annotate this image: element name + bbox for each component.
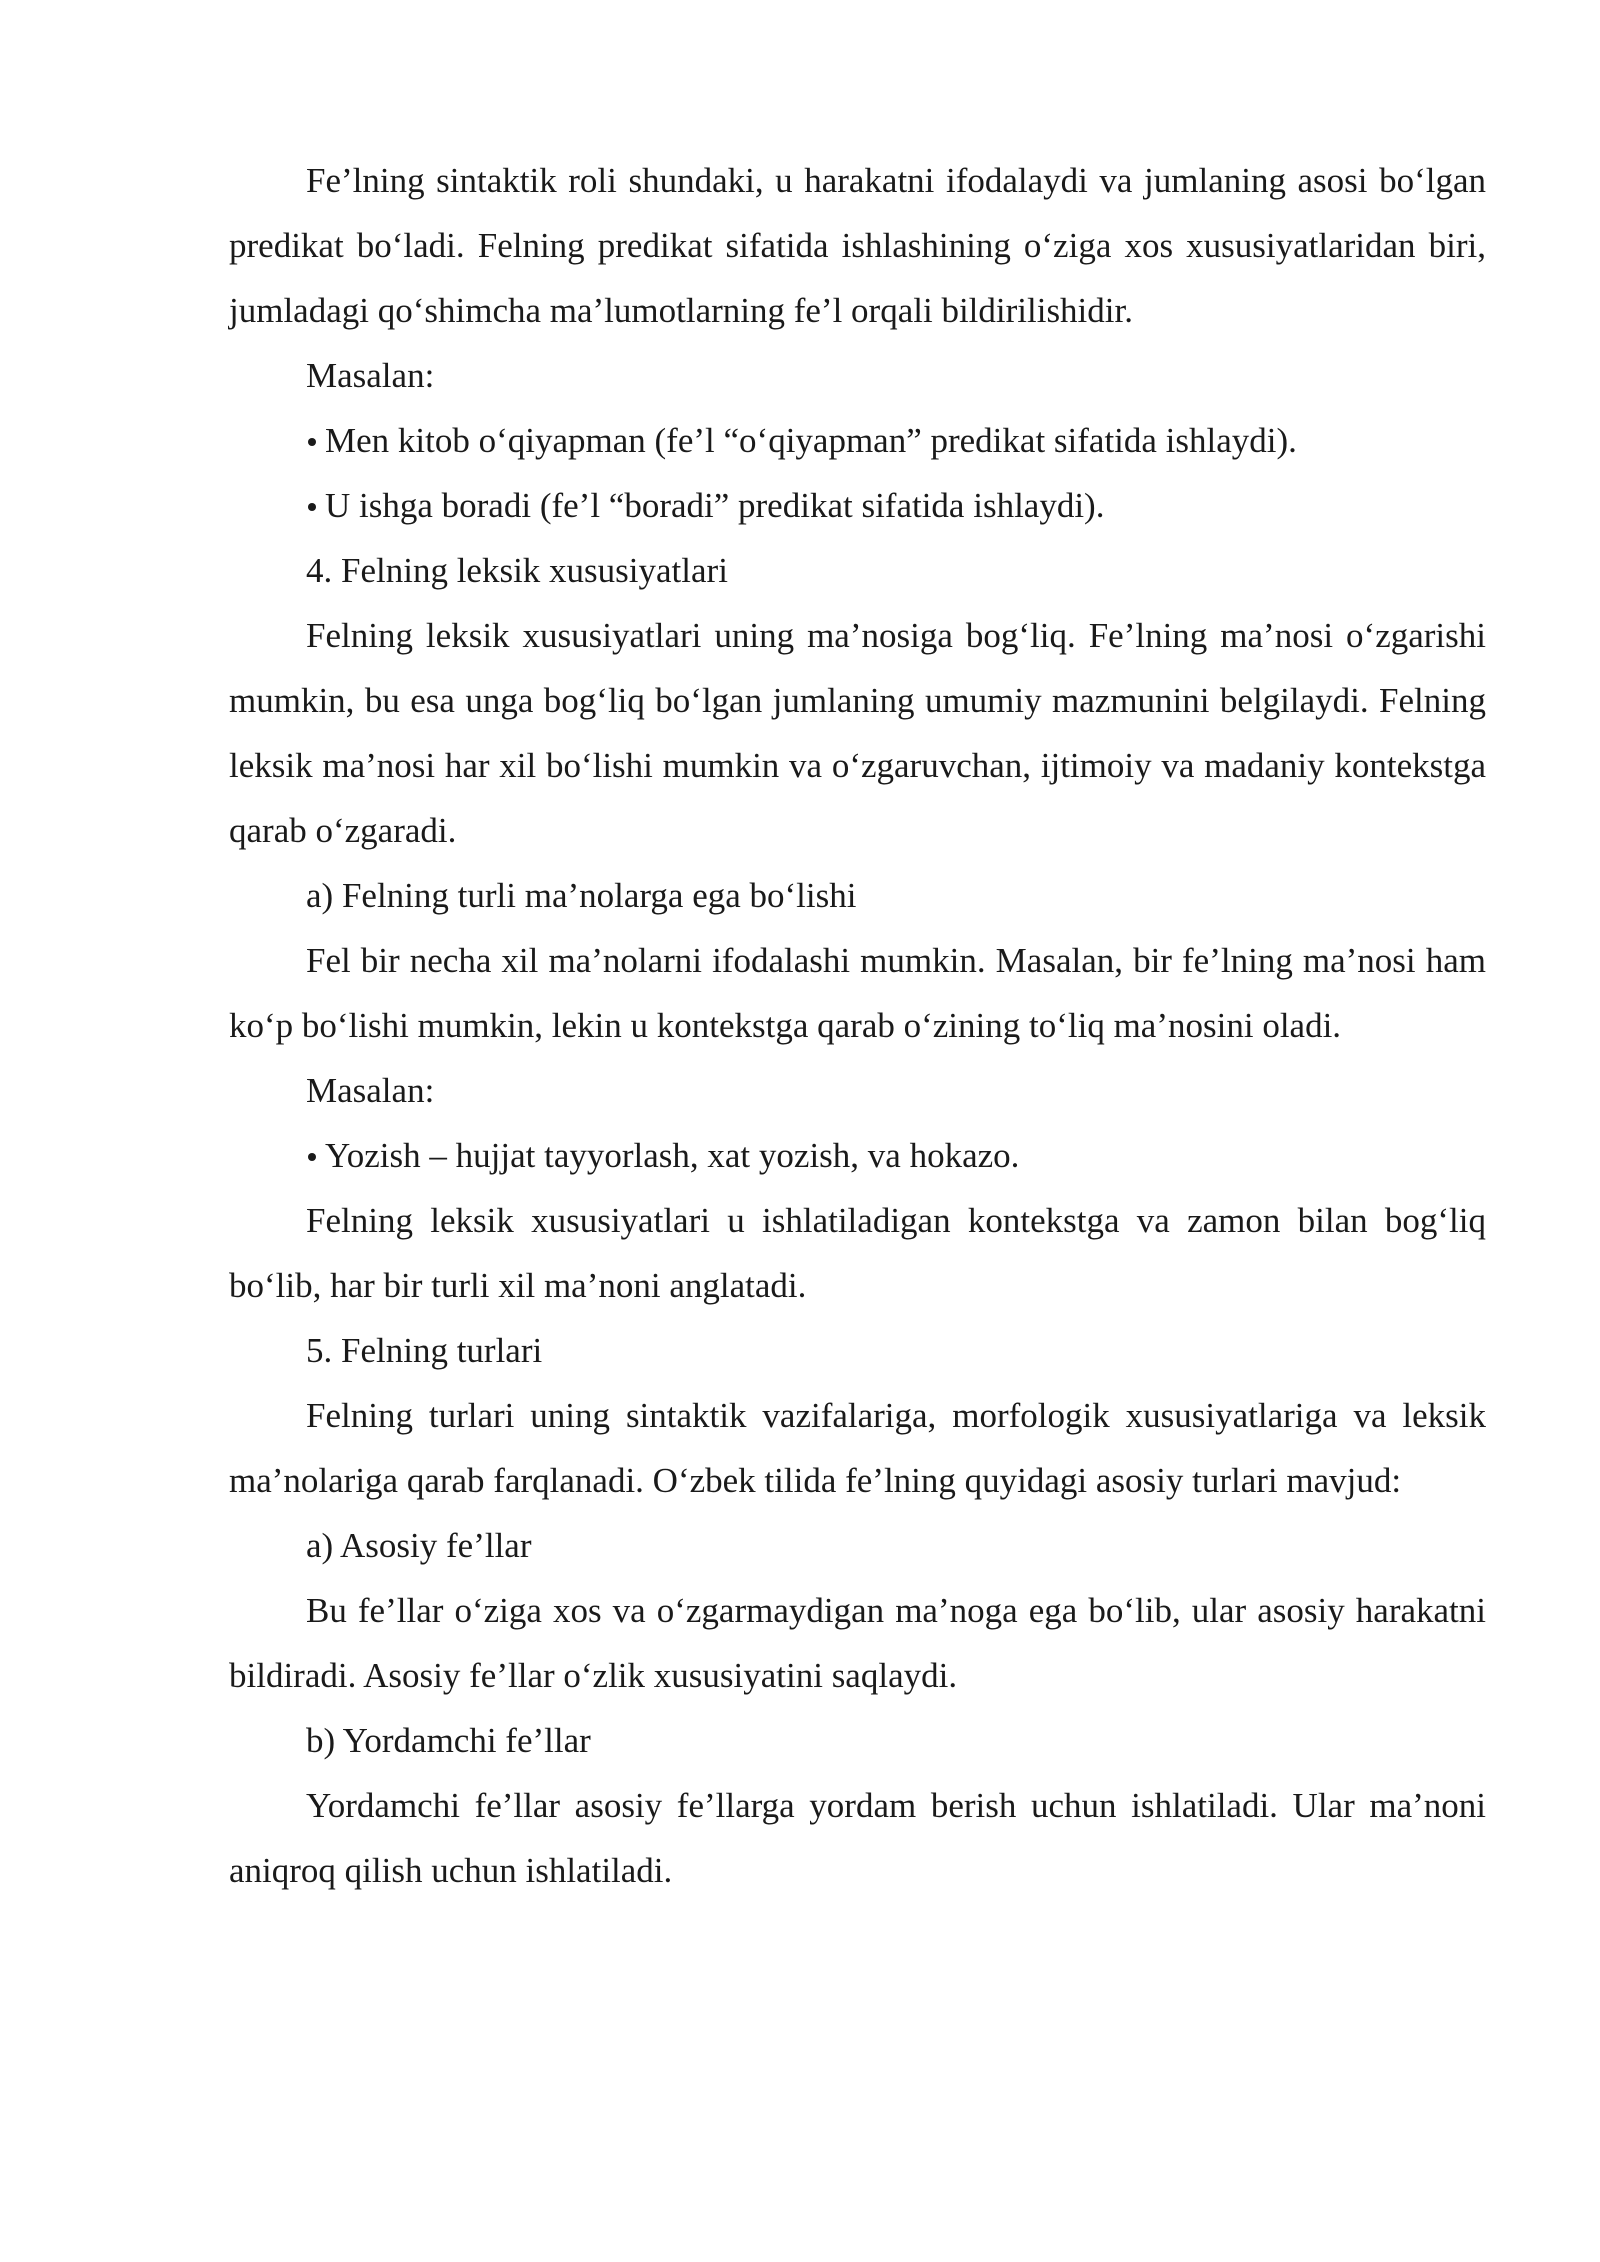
document-page (229, 148, 1486, 1903)
paragraph-lexical-features: Felning leksik xususiyatlari uning ma’nosiga bog‘liq. Fe’lning ma’nosi o‘zgarishi mumkin, bu esa unga bog‘liq bo‘lgan jumlaning umumiy mazmunini belgilaydi. Felning leksik ma’nosi har xil bo‘lishi mumkin va o‘zgaruvchan, ijtimoiy va madaniy kontekstga qarab o‘zgaradi. (229, 616, 1486, 850)
section-heading-5: 5. Felning turlari (306, 1331, 543, 1370)
subheading-a-meanings: a) Felning turli ma’nolarga ega bo‘lishi (306, 876, 857, 915)
example-label-2: Masalan: (306, 1071, 435, 1110)
bullet-example-3 (229, 1123, 1486, 1188)
paragraph-context-time: Felning leksik xususiyatlari u ishlatiladigan kontekstga va zamon bilan bog‘liq bo‘lib, har bir turli xil ma’noni anglatadi. (229, 1201, 1486, 1305)
section-heading-4: 4. Felning leksik xususiyatlari (306, 551, 728, 590)
subheading-b-auxiliary-verbs: b) Yordamchi fe’llar (306, 1721, 591, 1760)
paragraph-multiple-meanings: Fel bir necha xil ma’nolarni ifodalashi mumkin. Masalan, bir fe’lning ma’nosi ham ko‘p bo‘lishi mumkin, lekin u kontekstga qarab o‘zining to‘liq ma’nosini oladi. (229, 941, 1486, 1045)
paragraph-main-verbs: Bu fe’llar o‘ziga xos va o‘zgarmaydigan ma’noga ega bo‘lib, ular asosiy harakatni bildiradi. Asosiy fe’llar o‘zlik xususiyatini saqlaydi. (229, 1591, 1486, 1695)
bullet-text: Men kitob o‘qiyapman (fe’l “o‘qiyapman” predikat sifatida ishlaydi). (325, 421, 1297, 460)
bullet-text: U ishga boradi (fe’l “boradi” predikat sifatida ishlaydi). (325, 486, 1105, 525)
bullet-icon (308, 1153, 316, 1161)
subheading-a-main-verbs: a) Asosiy fe’llar (306, 1526, 532, 1565)
bullet-example-2 (229, 473, 1486, 538)
bullet-icon (308, 438, 316, 446)
paragraph-syntactic-role: Fe’lning sintaktik roli shundaki, u harakatni ifodalaydi va jumlaning asosi bo‘lgan predikat bo‘ladi. Felning predikat sifatida ishlashining o‘ziga xos xususiyatlaridan biri, jumladagi qo‘shimcha ma’lumotlarning fe’l orqali bildirilishidir. (229, 161, 1486, 330)
bullet-example-1 (229, 408, 1486, 473)
example-label-1: Masalan: (306, 356, 435, 395)
paragraph-verb-types: Felning turlari uning sintaktik vazifalariga, morfologik xususiyatlariga va leksik ma’nolariga qarab farqlanadi. O‘zbek tilida fe’lning quyidagi asosiy turlari mavjud: (229, 1396, 1486, 1500)
paragraph-auxiliary-verbs: Yordamchi fe’llar asosiy fe’llarga yordam berish uchun ishlatiladi. Ular ma’noni aniqroq qilish uchun ishlatiladi. (229, 1786, 1486, 1890)
bullet-icon (308, 503, 316, 511)
bullet-text: Yozish – hujjat tayyorlash, xat yozish, va hokazo. (325, 1136, 1020, 1175)
